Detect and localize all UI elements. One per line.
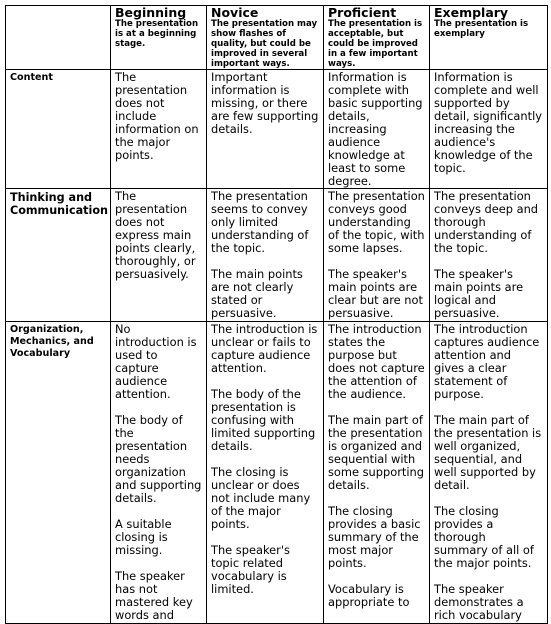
rubric-cell-beginning [111, 189, 207, 322]
level-description: The presentation is acceptable, but could be improved in a few important ways. [328, 19, 423, 69]
level-name: Beginning [115, 5, 187, 20]
rubric-cell-exemplary [430, 322, 548, 624]
rubric-cell-novice [207, 322, 324, 624]
level-description: The presentation is at a beginning stage. [115, 19, 199, 49]
level-header-exemplary [430, 6, 548, 70]
cell-paragraph: The speaker's topic related vocabulary is limited. [211, 543, 290, 596]
cell-paragraph: The closing is unclear or does not include many of the major points. [211, 465, 311, 531]
criterion-row-thinking [6, 189, 548, 322]
criterion-cell [6, 189, 111, 322]
corner-cell [6, 6, 111, 70]
cell-paragraph: The presentation conveys deep and thorough understanding of the topic. [434, 189, 539, 255]
cell-paragraph: The main points are not clearly stated or persuasive. [211, 267, 303, 320]
cell-paragraph: Vocabulary is appropriate to [328, 582, 410, 609]
cell-paragraph: A suitable closing is missing. [115, 517, 172, 557]
cell-paragraph: The speaker demonstrates a rich vocabulary [434, 582, 524, 622]
criterion-label: Organization, Mechanics, and Vocabulary [10, 324, 94, 359]
criterion-cell [6, 70, 111, 189]
cell-paragraph: The presentation conveys good understanding of the topic, with some lapses. [328, 189, 425, 255]
criterion-row-content [6, 70, 548, 189]
rubric-cell-novice [207, 189, 324, 322]
rubric-cell-exemplary [430, 70, 548, 189]
cell-paragraph: The introduction states the purpose but does not capture the attention of the audience. [328, 322, 425, 401]
criterion-cell [6, 322, 111, 624]
cell-paragraph: The closing provides a thorough summary of all of the major points. [434, 504, 534, 570]
rubric-cell-beginning [111, 70, 207, 189]
criterion-label: Content [10, 72, 53, 83]
cell-paragraph: The body of the presentation is confusing with limited supporting details. [211, 387, 316, 453]
rubric-cell-proficient [324, 189, 430, 322]
cell-paragraph: The speaker has not mastered key words and [115, 569, 193, 622]
cell-paragraph: No introduction is used to capture audience attention. [115, 322, 197, 401]
rubric-cell-proficient [324, 322, 430, 624]
cell-paragraph: The presentation seems to convey only limited understanding of the topic. [211, 189, 309, 255]
cell-paragraph: The main part of the presentation is well organized, sequential, and well supported by detail. [434, 413, 542, 492]
cell-paragraph: The presentation does not express main points clearly, thoroughly, or persuasively. [115, 189, 196, 281]
cell-paragraph: Important information is missing, or there are few supporting details. [211, 70, 319, 136]
level-description: The presentation may show flashes of quality, but could be improved in several important ways. [211, 19, 318, 69]
level-header-proficient [324, 6, 430, 70]
cell-paragraph: Information is complete with basic supporting details, increasing audience knowledge at least to some degree. [328, 70, 423, 188]
cell-paragraph: The introduction is unclear or fails to capture audience attention. [211, 322, 318, 375]
rubric-cell-exemplary [430, 189, 548, 322]
cell-paragraph: Information is complete and well supported by detail, significantly increasing the audience's knowledge of the topic. [434, 70, 542, 175]
criterion-label: Thinking and Communication [10, 191, 108, 217]
cell-paragraph: The introduction captures audience attention and gives a clear statement of purpose. [434, 322, 540, 401]
rubric-cell-novice [207, 70, 324, 189]
cell-paragraph: The body of the presentation needs organization and supporting details. [115, 413, 202, 505]
header-row [6, 6, 548, 70]
level-header-novice [207, 6, 324, 70]
level-header-beginning [111, 6, 207, 70]
criterion-row-organization [6, 322, 548, 624]
rubric-cell-beginning [111, 322, 207, 624]
cell-paragraph: The closing provides a basic summary of the most major points. [328, 504, 421, 570]
cell-paragraph: The presentation does not include information on the major points. [115, 70, 199, 162]
level-name: Exemplary [434, 5, 509, 20]
level-name: Proficient [328, 5, 397, 20]
rubric-table [5, 5, 548, 624]
level-name: Novice [211, 5, 259, 20]
cell-paragraph: The main part of the presentation is organized and sequential with some supporting details. [328, 413, 424, 492]
rubric-cell-proficient [324, 70, 430, 189]
cell-paragraph: The speaker's main points are logical and persuasive. [434, 267, 524, 320]
level-description: The presentation is exemplary [434, 19, 529, 39]
cell-paragraph: The speaker's main points are clear but are not persuasive. [328, 267, 423, 320]
